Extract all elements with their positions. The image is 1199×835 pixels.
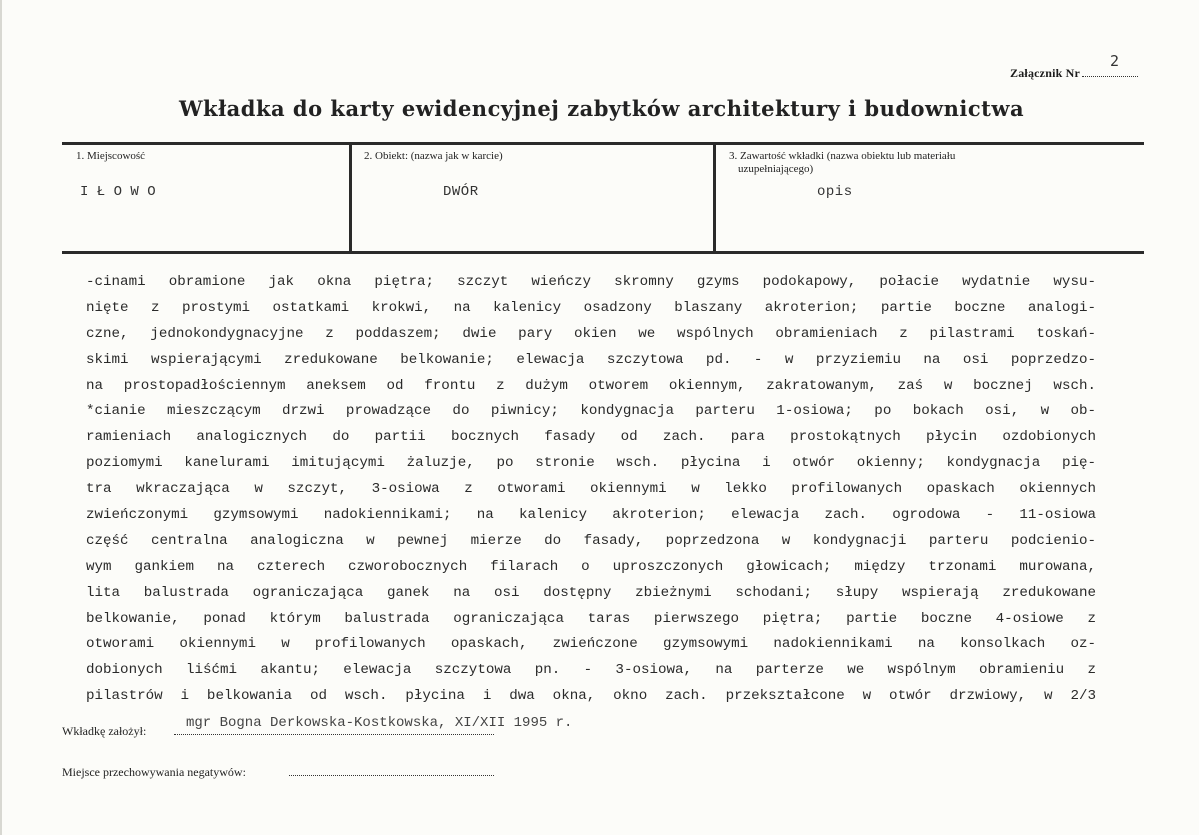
body-line: wym gankiem na czterech czworobocznych filarach o uproszczonych głowicach; między trzonami murowana,	[86, 558, 1096, 575]
body-line: zwieńczonymi gzymsowymi nadokiennikami; na kalenicy akroterion; elewacja zach. ogrodowa - 11-osiowa	[86, 507, 1096, 524]
body-line: nięte z prostymi ostatkami krokwi, na kalenicy osadzony blaszany akroterion; partie boczne analogi-	[86, 299, 1096, 316]
body-line: poziomymi kanelurami imitującymi żaluzje, po stronie wsch. płycina i otwór okienny; kondygnacja pię-	[86, 455, 1096, 472]
body-line: *cianie mieszczącym drzwi prowadzące do piwnicy; kondygnacja parteru 1-osiowa; po bokach osi, w ob-	[86, 403, 1096, 420]
body-line: część centralna analogiczna w pewnej mierze do fasady, poprzedzona w kondygnacji parteru podcienio-	[86, 532, 1096, 549]
body-line: czne, jednokondygnacyjne z poddaszem; dwie pary okien we wspólnych obramieniach z pilastrami toskań-	[86, 325, 1096, 342]
negatives-label: Miejsce przechowywania negatywów:	[62, 765, 246, 779]
attachment-dotted-line	[1082, 76, 1138, 77]
header-bottom-rule	[62, 251, 1144, 254]
attachment-label-text: Załącznik Nr	[1010, 66, 1081, 80]
body-line: na prostopadłościennym aneksem od frontu z dużym otworem okiennym, zakratowanym, zaś w bocznej wsch.	[86, 377, 1096, 394]
body-line: belkowanie, ponad którym balustrada ograniczająca taras pierwszego piętra; partie boczne 4-osiowe z	[86, 610, 1096, 627]
field-content-value: opis	[817, 184, 853, 200]
description-body	[86, 270, 1096, 710]
field-object-value: DWÓR	[443, 184, 479, 200]
body-line: ramieniach analogicznych do partii bocznych fasady od zach. para prostokątnych płycin ozdobionych	[86, 429, 1096, 446]
field-content-label	[729, 150, 955, 176]
body-line: tra wkraczająca w szczyt, 3-osiowa z otworami okiennymi w lekko profilowanych opaskach okiennych	[86, 481, 1096, 498]
negatives-dotted-line	[289, 773, 494, 776]
author-label: Wkładkę założył:	[62, 724, 147, 738]
body-line: lita balustrada ograniczająca ganek na osi dostępny zbieżnymi schodani; słupy wspierają zredukowane	[86, 584, 1096, 601]
body-line: skimi wspierającymi zredukowane belkowanie; elewacja szczytowa pd. - w przyziemiu na osi poprzedzo-	[86, 351, 1096, 368]
body-line: dobionych liśćmi akantu; elewacja szczytowa pn. - 3-osiowa, na parterze we wspólnym obramieniu z	[86, 662, 1096, 679]
document-title: Wkładka do karty ewidencyjnej zabytków architektury i budownictwa	[178, 96, 1025, 121]
body-line: pilastrów i belkowania od wsch. płycina i dwa okna, okno zach. przekształcone w otwór drzwiowy, w 2/3	[86, 688, 1096, 705]
column-divider-1	[349, 144, 352, 252]
column-divider-2	[713, 144, 716, 252]
field-locality-value: I Ł O W O	[80, 184, 156, 200]
attachment-number: 2	[1110, 52, 1120, 70]
field-content-label-line1: 3. Zawartość wkładki (nazwa obiektu lub materiału	[729, 150, 956, 162]
author-value: mgr Bogna Derkowska-Kostkowska, XI/XII 1995 r.	[186, 715, 573, 731]
body-line: otworami okiennymi w profilowanych opaskach, zwieńczone gzymsowymi nadokiennikami na konsolkach oz-	[86, 636, 1096, 653]
field-object-label: 2. Obiekt: (nazwa jak w karcie)	[364, 150, 503, 162]
field-content-label-line2: uzupełniającego)	[738, 163, 814, 175]
header-top-rule	[62, 142, 1144, 145]
attachment-label	[1010, 66, 1138, 81]
body-line: -cinami obramione jak okna piętra; szczyt wieńczy skromny gzyms podokapowy, połacie wydatnie wysu-	[86, 274, 1096, 290]
field-locality-label: 1. Miejscowość	[76, 150, 146, 162]
